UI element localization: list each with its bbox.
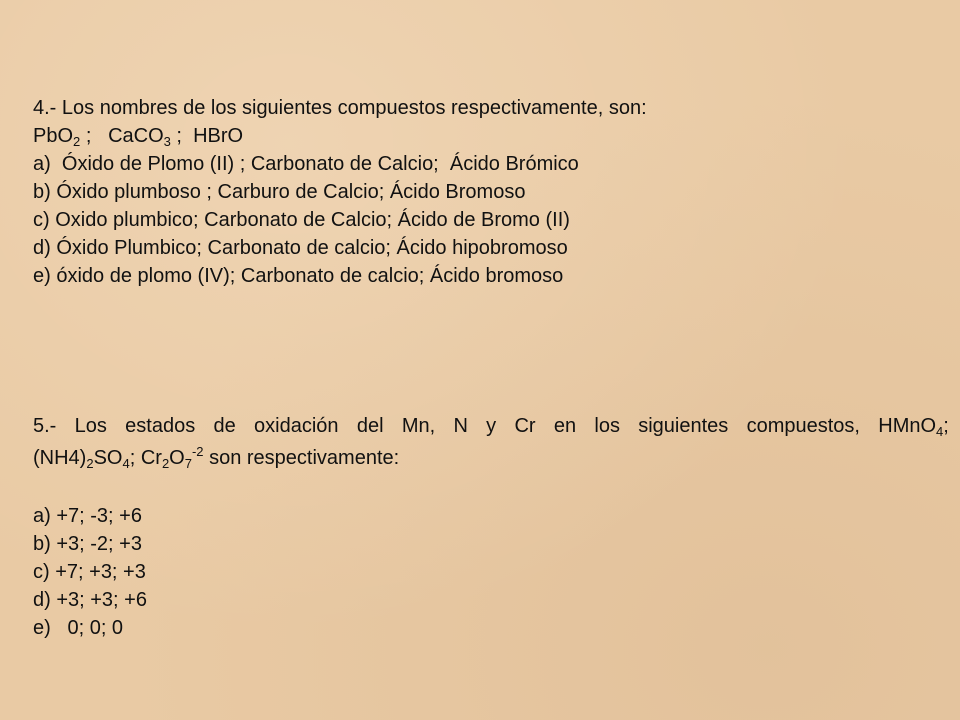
formula-hbro: HBrO	[193, 125, 244, 147]
separator: ;	[80, 125, 109, 147]
question-5-option-a: a) +7; -3; +6	[33, 505, 142, 527]
subscript: 4	[122, 456, 130, 471]
subscript: 2	[73, 134, 81, 149]
subscript: 2	[161, 456, 170, 471]
question-4-option-c: c) Oxido plumbico; Carbonato de Calcio; Ácido de Bromo (II)	[33, 209, 570, 231]
word: 5.-	[33, 415, 57, 437]
subscript: 7	[184, 456, 192, 471]
question-4-option-d: d) Óxido Plumbico; Carbonato de calcio; Ácido hipobromoso	[33, 237, 568, 259]
question-5-line-1	[33, 412, 949, 440]
subscript: 3	[163, 134, 171, 149]
word: del	[356, 415, 384, 437]
word: siguientes	[638, 415, 729, 437]
question-5-line-2	[33, 444, 949, 472]
question-5	[33, 412, 949, 642]
question-5-option-b: b) +3; -2; +3	[33, 533, 142, 555]
formula-text: SO	[93, 447, 123, 469]
word: en	[553, 415, 577, 437]
formula-text: (NH4)	[33, 447, 87, 469]
formula-text: CaCO	[108, 125, 164, 147]
word: N	[453, 415, 468, 437]
prompt-text: son respectivamente:	[203, 447, 400, 469]
word: y	[486, 415, 497, 437]
question-4-title: 4.- Los nombres de los siguientes compuestos respectivamente, son:	[33, 97, 647, 119]
word: estados	[125, 415, 196, 437]
formula-pbo2	[33, 125, 80, 147]
formula-text: O	[169, 447, 185, 469]
word: Los	[74, 415, 107, 437]
subscript: 4	[936, 424, 944, 439]
question-4-option-a: a) Óxido de Plomo (II) ; Carbonato de Calcio; Ácido Brómico	[33, 153, 579, 175]
punctuation: ;	[943, 415, 949, 437]
formula-caco3	[108, 125, 171, 147]
question-4-option-e: e) óxido de plomo (IV); Carbonato de calcio; Ácido bromoso	[33, 265, 564, 287]
word: los	[594, 415, 620, 437]
question-5-option-e: e) 0; 0; 0	[33, 617, 124, 639]
subscript: 2	[86, 456, 94, 471]
spacer	[33, 472, 949, 500]
question-4-option-b: b) Óxido plumboso ; Carburo de Calcio; Ácido Bromoso	[33, 181, 526, 203]
formula-text: HMnO	[878, 415, 937, 437]
word: oxidación	[254, 415, 339, 437]
formula-hmno4	[878, 412, 949, 440]
separator: ;	[170, 125, 194, 147]
question-5-option-c: c) +7; +3; +3	[33, 561, 146, 583]
question-4-formulas	[33, 122, 933, 150]
question-4	[33, 94, 933, 290]
word: Mn,	[401, 415, 436, 437]
word: de	[213, 415, 236, 437]
formula-text: PbO	[33, 125, 74, 147]
superscript: -2	[191, 444, 204, 459]
formula-text: ; Cr	[129, 447, 162, 469]
question-5-option-d: d) +3; +3; +6	[33, 589, 147, 611]
word: Cr	[514, 415, 536, 437]
word: compuestos,	[746, 415, 860, 437]
